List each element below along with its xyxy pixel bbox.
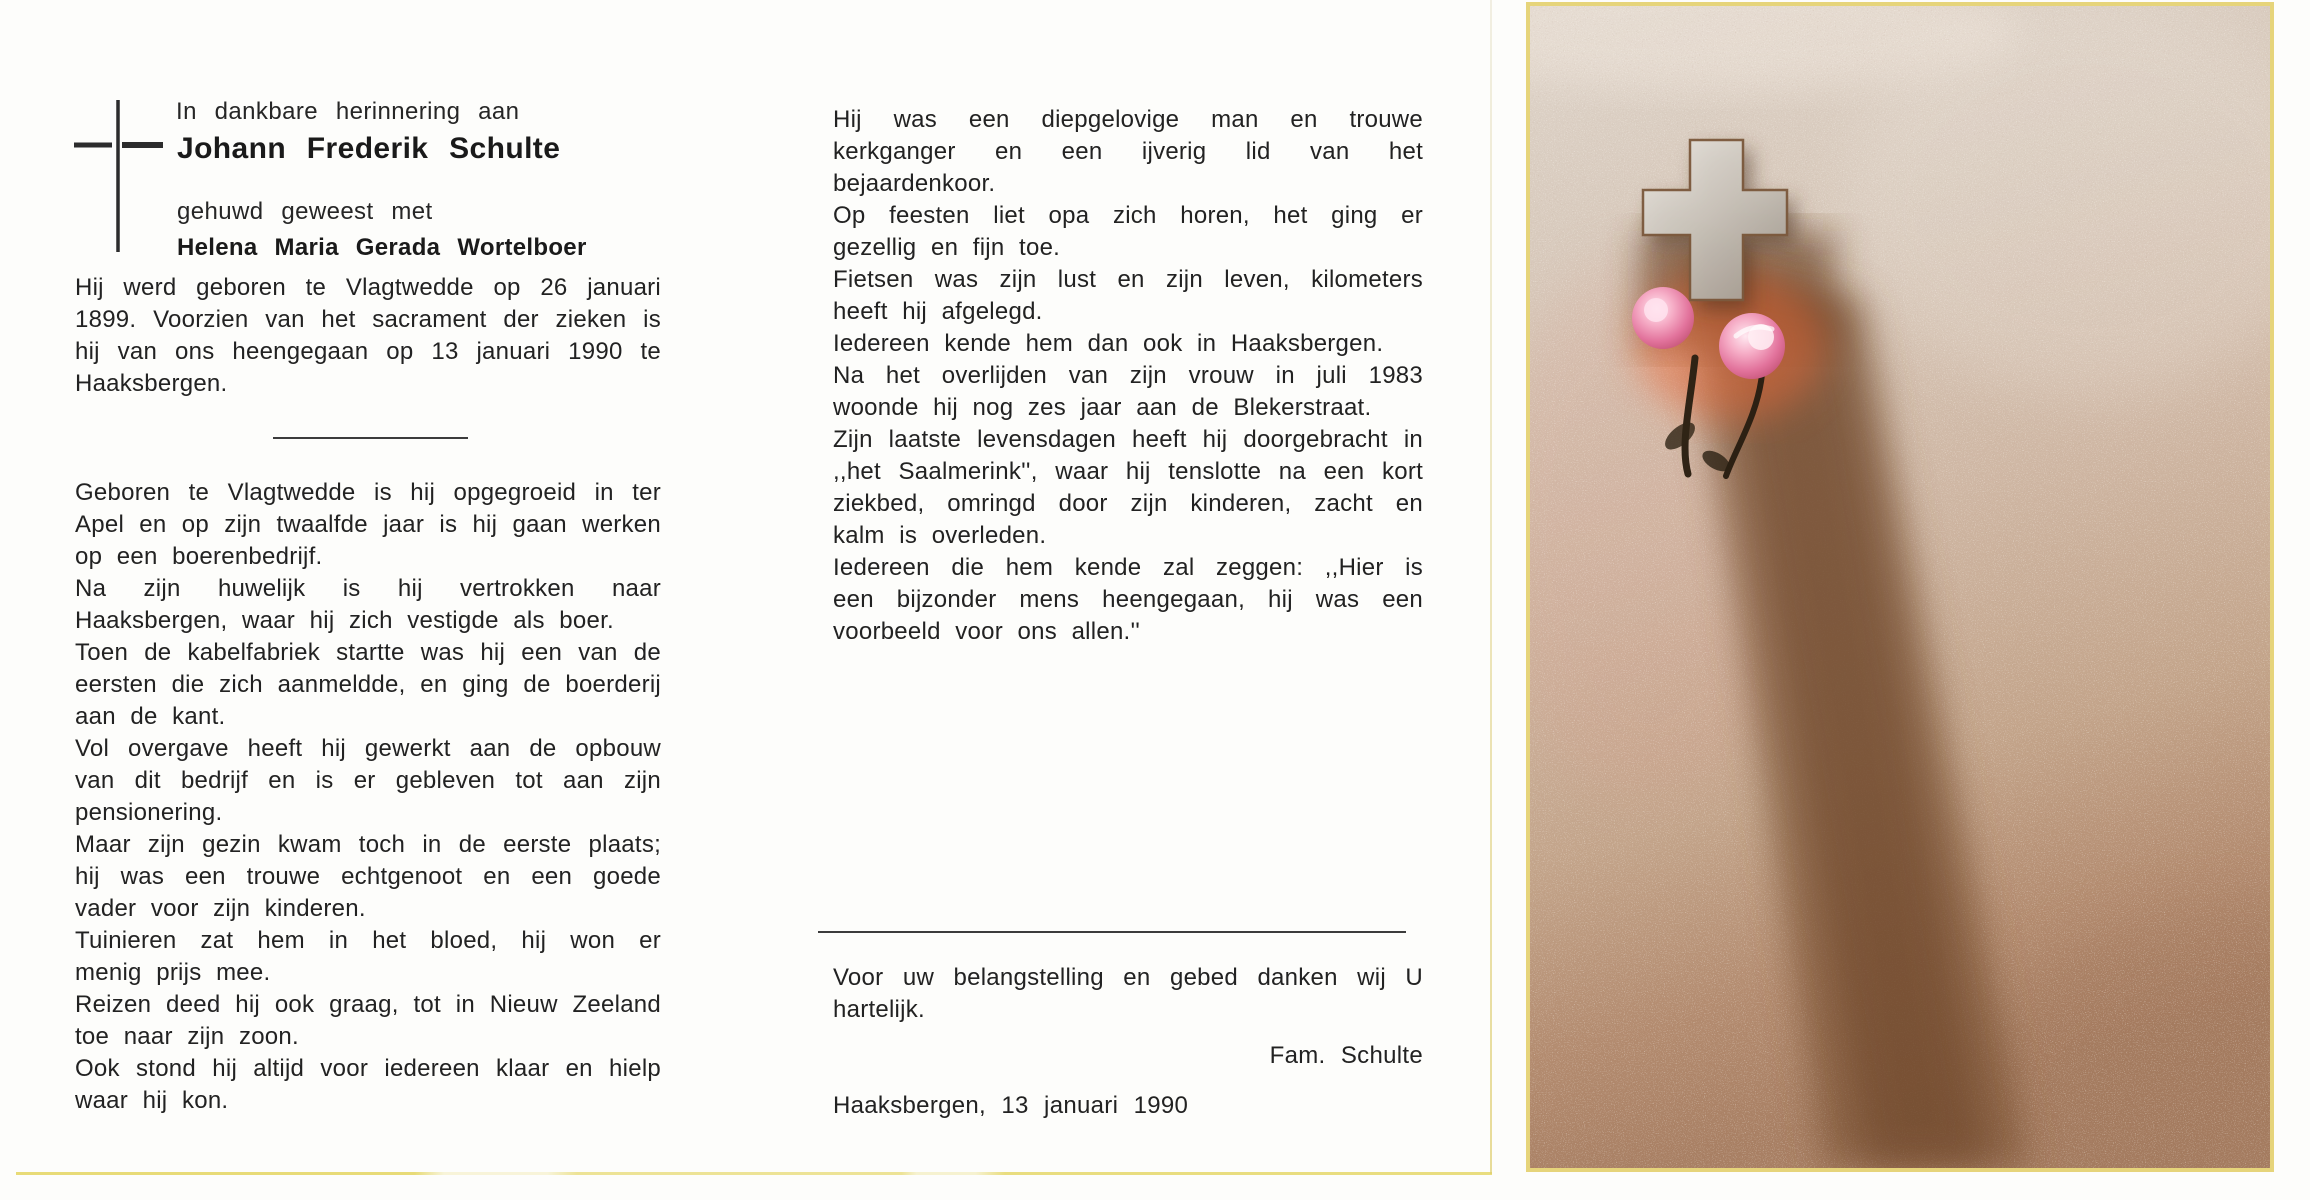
memorial-line: In dankbare herinnering aan (176, 98, 520, 125)
paragraph: Geboren te Vlagtwedde is hij opgegroeid in ter Apel en op zijn twaalfde jaar is hij gaan werken op een boerenbedrijf. (75, 479, 661, 570)
family-signature: Fam. Schulte (1269, 1042, 1423, 1069)
paragraph: Tuinieren zat hem in het bloed, hij won er menig prijs mee. (75, 927, 661, 986)
paragraph: Zijn laatste levensdagen heeft hij doorgebracht in ,,het Saalmerink'', waar hij tenslotte na een kort ziekbed, omringd door zijn kinderen, zacht en kalm is overleden. (833, 426, 1423, 549)
divider (273, 437, 468, 439)
birth-death-paragraph: Hij werd geboren te Vlagtwedde op 26 januari 1899. Voorzien van het sacrament der zieken is hij van ons heengegaan op 13 januari 1990 te Haaksbergen. (75, 274, 661, 397)
paragraph: Toen de kabelfabriek startte was hij een van de eersten die zich aanmeldde, en ging de boerderij aan de kant. (75, 639, 661, 730)
deceased-name: Johann Frederik Schulte (177, 132, 561, 165)
card-fold-edge (1490, 0, 1492, 1174)
paragraph: Reizen deed hij ook graag, tot in Nieuw Zeeland toe naar zijn zoon. (75, 991, 661, 1050)
marriage-line: gehuwd geweest met (177, 198, 433, 225)
life-story-column-2 (833, 104, 1423, 648)
paragraph: Iedereen die hem kende zal zeggen: ,,Hier is een bijzonder mens heengegaan, hij was een voorbeeld voor ons allen.'' (833, 554, 1423, 645)
spouse-name: Helena Maria Gerada Wortelboer (177, 234, 587, 261)
place-dateline: Haaksbergen, 13 januari 1990 (833, 1092, 1189, 1119)
cross-photograph (1526, 2, 2274, 1172)
paragraph: Fietsen was zijn lust en zijn leven, kilometers heeft hij afgelegd. (833, 266, 1423, 325)
paragraph: Maar zijn gezin kwam toch in de eerste plaats; hij was een trouwe echtgenoot en een goede vader voor zijn kinderen. (75, 831, 661, 922)
rose-highlight (1644, 298, 1668, 322)
paragraph: Na het overlijden van zijn vrouw in juli 1983 woonde hij nog zes jaar aan de Blekerstraat. (833, 362, 1423, 421)
paragraph: Op feesten liet opa zich horen, het ging er gezellig en fijn toe. (833, 202, 1423, 261)
life-story-column-1 (75, 477, 661, 1117)
card-bottom-edge (16, 1172, 1492, 1175)
paragraph: Iedereen kende hem dan ook in Haaksbergen. (833, 330, 1384, 357)
cross-icon (66, 92, 170, 260)
paragraph: Hij was een diepgelovige man en trouwe kerkganger en een ijverig lid van het bejaardenkoor. (833, 106, 1423, 197)
thanks-paragraph: Voor uw belangstelling en gebed danken wij U hartelijk. (833, 964, 1423, 1023)
paragraph: Ook stond hij altijd voor iedereen klaar en hielp waar hij kon. (75, 1055, 661, 1114)
signature-divider (818, 931, 1406, 933)
paragraph: Vol overgave heeft hij gewerkt aan de opbouw van dit bedrijf en is er gebleven tot aan zijn pensionering. (75, 735, 661, 826)
paragraph: Na zijn huwelijk is hij vertrokken naar Haaksbergen, waar hij zich vestigde als boer. (75, 575, 661, 634)
